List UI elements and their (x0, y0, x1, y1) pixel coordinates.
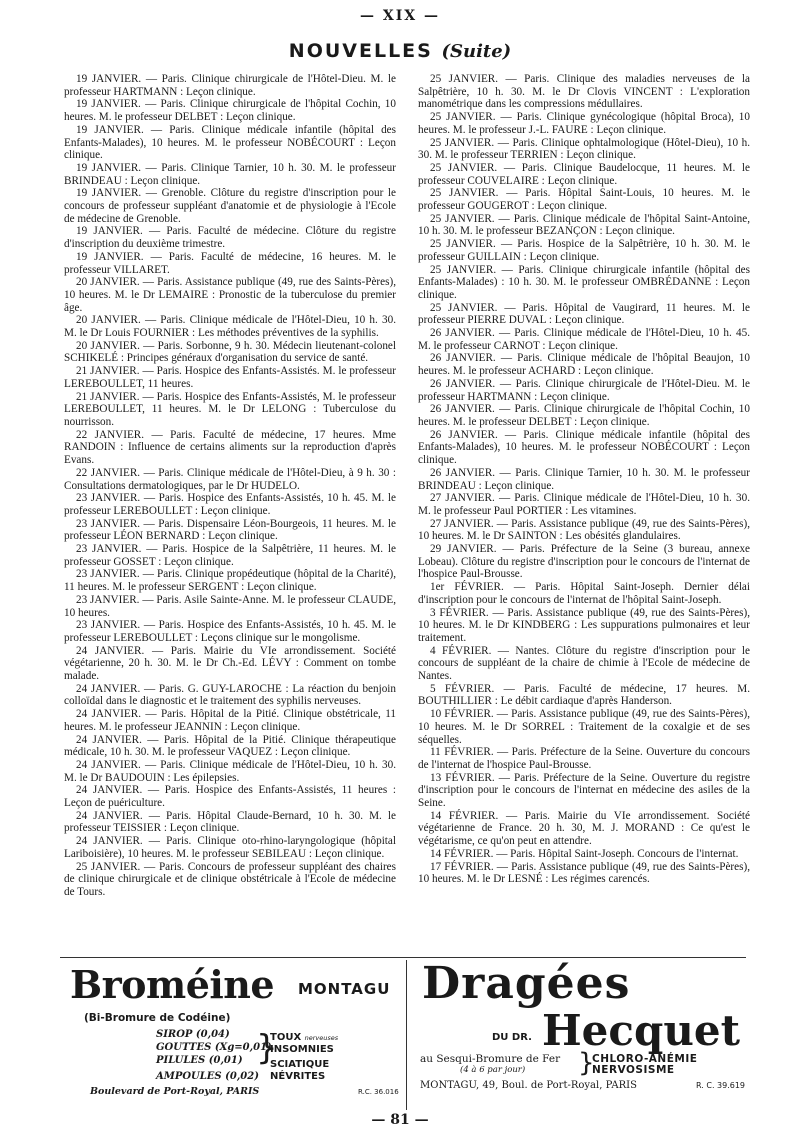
ad-divider-horizontal (60, 957, 746, 958)
news-item: 19 JANVIER. — Paris. Clinique Tarnier, 10 h. 30. M. le professeur BRINDEAU : Leçon clinique. (64, 161, 396, 187)
dragees-mark: R. C. 39.619 (696, 1081, 746, 1090)
news-item: 26 JANVIER. — Paris. Clinique chirurgicale de l'Hôtel-Dieu. M. le professeur HARTMANN : Leçon clinique. (418, 377, 750, 403)
bromeine-brand: Broméine (70, 962, 275, 1007)
news-item: 26 JANVIER. — Paris. Clinique médicale infantile (hôpital des Enfants-Malades), 10 heures. M. le professeur NOBÉCOURT : Leçon clinique. (418, 428, 750, 467)
ad-bromeine (70, 962, 400, 1107)
bromeine-subtitle: (Bi-Bromure de Codéine) (84, 1012, 231, 1024)
news-item: 22 JANVIER. — Paris. Faculté de médecine, 17 heures. Mme RANDOIN : Influence de certains aliments sur la reproduction d'après Evans. (64, 428, 396, 467)
dragees-prefix: DU DR. (492, 1032, 532, 1043)
news-item: 10 FÉVRIER. — Paris. Assistance publique (49, rue des Saints-Pères), 10 heures. M. le Dr SORREL : Traitement de la coxalgie et de ses séquelles. (418, 708, 750, 746)
news-item: 25 JANVIER. — Paris. Hôpital de Vaugirard, 11 heures. M. le professeur PIERRE DUVAL : Leçon clinique. (418, 301, 750, 327)
news-item: 23 JANVIER. — Paris. Hospice des Enfants-Assistés, 10 h. 45. M. le professeur LEREBOULLET : Leçon clinique. (64, 492, 396, 517)
news-item: 4 FÉVRIER. — Nantes. Clôture du registre d'inscription pour le concours de suppléant de la chaire de chimie à l'Ecole de médecine de Nantes. (418, 644, 750, 683)
news-item: 26 JANVIER. — Paris. Clinique médicale de l'Hôtel-Dieu, 10 h. 45. M. le professeur CARNOT : Leçon clinique. (418, 327, 750, 352)
news-item: 25 JANVIER. — Paris. Clinique ophtalmologique (Hôtel-Dieu), 10 h. 30. M. le professeur TERRIEN : Leçon clinique. (418, 136, 750, 162)
bromeine-maker: MONTAGU (298, 980, 391, 998)
news-item: 23 JANVIER. — Paris. Asile Sainte-Anne. M. le professeur CLAUDE, 10 heures. (64, 593, 396, 619)
news-item: 19 JANVIER. — Paris. Faculté de médecine, 16 heures. M. le professeur VILLARET. (64, 250, 396, 276)
news-item: 27 JANVIER. — Paris. Clinique médicale de l'Hôtel-Dieu, 10 h. 30. M. le professeur Paul PORTIER : Les vitamines. (418, 492, 750, 517)
news-item: 24 JANVIER. — Paris. Clinique médicale de l'Hôtel-Dieu, 10 h. 30. M. le Dr BAUDOUIN : Les épilepsies. (64, 758, 396, 784)
news-item: 27 JANVIER. — Paris. Assistance publique (49, rue des Saints-Pères), 10 heures. M. le Dr SAINTON : Les obésités glandulaires. (418, 517, 750, 543)
news-item: 1er FÉVRIER. — Paris. Hôpital Saint-Joseph. Dernier délai d'inscription pour le concours de l'internat de l'hôpital Saint-Joseph. (418, 581, 750, 606)
dragees-indication: CHLORO-ANÉMIE (592, 1053, 698, 1065)
dragees-address: MONTAGU, 49, Boul. de Port-Royal, PARIS (420, 1080, 637, 1091)
folio-roman: — XIX — (359, 8, 441, 24)
dragees-indications (592, 1054, 697, 1076)
bromeine-form: SIROP (0,04) (156, 1029, 230, 1040)
news-item: 24 JANVIER. — Paris. Hospice des Enfants-Assistés, 11 heures : Leçon de puériculture. (64, 784, 396, 810)
news-item: 17 FÉVRIER. — Paris. Assistance publique (49, rue des Saints-Pères), 10 heures. M. le Dr LESNÉ : Les régimes carencés. (418, 860, 750, 886)
news-item: 11 FÉVRIER. — Paris. Préfecture de la Seine. Ouverture du concours de l'internat de l'hospice Paul-Brousse. (418, 746, 750, 771)
news-item: 26 JANVIER. — Paris. Clinique médicale de l'hôpital Beaujon, 10 heures. M. le professeur ACHARD : Leçon clinique. (418, 352, 750, 378)
news-item: 25 JANVIER. — Paris. Clinique Baudelocque, 11 heures. M. le professeur COUVELAIRE : Leçon clinique. (418, 161, 750, 187)
bromeine-indication: INSOMNIES (270, 1044, 334, 1055)
dragees-dosage: (4 à 6 par jour) (460, 1065, 526, 1075)
left-column (64, 73, 396, 953)
news-item: 19 JANVIER. — Paris. Clinique chirurgicale de l'Hôtel-Dieu. M. le professeur HARTMANN : Leçon clinique. (64, 73, 396, 98)
news-item: 21 JANVIER. — Paris. Hospice des Enfants-Assistés. M. le professeur LEREBOULLET, 11 heures. (64, 365, 396, 390)
dragees-composition (420, 1054, 560, 1076)
news-item: 24 JANVIER. — Paris. Mairie du VIe arrondissement. Société végétarienne, 20 h. 30. M. le Dr Ch.-Ed. LÉVY : Comment on tombe malade. (64, 644, 396, 683)
news-item: 24 JANVIER. — Paris. Clinique oto-rhino-laryngologique (hôpital Lariboisière), 10 heures. M. le professeur SEBILEAU : Leçon clinique. (64, 835, 396, 860)
news-item: 23 JANVIER. — Paris. Clinique propédeutique (hôpital de la Charité), 11 heures. M. le professeur SERGENT : Leçon clinique. (64, 568, 396, 594)
dragees-brace: } (578, 1048, 595, 1078)
news-item: 19 JANVIER. — Grenoble. Clôture du registre d'inscription pour le concours de professeur suppléant d'anatomie et de physiologie à l'Ecole de médecine de Grenoble. (64, 187, 396, 225)
news-item: 26 JANVIER. — Paris. Clinique chirurgicale de l'hôpital Cochin, 10 heures. M. le professeur DELBET : Leçon clinique. (418, 403, 750, 428)
bromeine-indication: TOUX nerveuses (270, 1032, 339, 1043)
news-item: 19 JANVIER. — Paris. Clinique médicale infantile (hôpital des Enfants-Malades), 10 heures. M. le professeur NOBÉCOURT : Leçon clinique. (64, 123, 396, 162)
right-column (418, 73, 750, 953)
news-item: 24 JANVIER. — Paris. Hôpital de la Pitié. Clinique obstétricale, 11 heures. M. le professeur JEANNIN : Leçon clinique. (64, 708, 396, 733)
news-item: 24 JANVIER. — Paris. G. GUY-LAROCHE : La réaction du benjoin colloïdal dans le diagnostic et le traitement des syphilis nerveuses. (64, 682, 396, 708)
bromeine-form: AMPOULES (0,02) (156, 1071, 259, 1082)
news-item: 24 JANVIER. — Paris. Hôpital de la Pitié. Clinique thérapeutique médicale, 10 h. 30. M. le professeur VAQUEZ : Leçon clinique. (64, 733, 396, 759)
ad-dragees-hecquet (416, 958, 752, 1107)
bromeine-address: Boulevard de Port-Royal, PARIS (90, 1086, 260, 1097)
news-item: 25 JANVIER. — Paris. Clinique gynécologique (hôpital Broca), 10 heures. M. le professeur J.-L. FAURE : Leçon clinique. (418, 111, 750, 136)
news-item: 22 JANVIER. — Paris. Clinique médicale de l'Hôtel-Dieu, à 9 h. 30 : Consultations dermatologiques, par le Dr HUDELO. (64, 466, 396, 492)
news-item: 13 FÉVRIER. — Paris. Préfecture de la Seine. Ouverture du registre d'inscription pour le concours de l'internat en médecine des asiles de la Seine. (418, 771, 750, 810)
news-item: 25 JANVIER. — Paris. Hospice de la Salpêtrière, 10 h. 30. M. le professeur GUILLAIN : Leçon clinique. (418, 238, 750, 263)
bromeine-form: GOUTTES (Xg=0,01) (156, 1042, 272, 1053)
news-item: 24 JANVIER. — Paris. Hôpital Claude-Bernard, 10 h. 30. M. le professeur TEISSIER : Leçon clinique. (64, 809, 396, 835)
bromeine-mark: R.C. 36.016 (358, 1088, 399, 1096)
news-item: 23 JANVIER. — Paris. Dispensaire Léon-Bourgeois, 11 heures. M. le professeur LÉON BERNARD : Leçon clinique. (64, 517, 396, 543)
page-number: — 81 — (371, 1112, 429, 1128)
page-title (0, 40, 800, 62)
news-item: 29 JANVIER. — Paris. Préfecture de la Seine (3 bureau, annexe Lobeau). Clôture du registre d'inscription pour le concours de l'internat de l'hospice Paul-Brousse. (418, 543, 750, 581)
news-item: 25 JANVIER. — Paris. Clinique des maladies nerveuses de la Salpêtrière, 10 h. 30. M. le Dr Clovis VINCENT : L'exploration manométrique dans les compressions médullaires. (418, 73, 750, 111)
news-item: 25 JANVIER. — Paris. Clinique chirurgicale infantile (hôpital des Enfants-Malades) : 10 h. 30. M. le professeur OMBRÉDANNE : Leçon clinique. (418, 263, 750, 301)
bromeine-indication: NÉVRITES (270, 1071, 326, 1082)
news-item: 25 JANVIER. — Paris. Clinique médicale de l'hôpital Saint-Antoine, 10 h. 30. M. le professeur BEZANÇON : Leçon clinique. (418, 212, 750, 238)
news-item: 14 FÉVRIER. — Paris. Mairie du VIe arrondissement. Société végétarienne de France. 20 h. 30, M. J. MORAND : Ce qu'est le végétarisme, ce qu'on peut en attendre. (418, 809, 750, 848)
news-item: 14 FÉVRIER. — Paris. Hôpital Saint-Joseph. Concours de l'internat. (430, 847, 739, 860)
news-item: 25 JANVIER. — Paris. Concours de professeur suppléant des chaires de clinique chirurgicale et de clinique obstétricale à l'Ecole de médecine de Tours. (64, 860, 396, 898)
news-item: 26 JANVIER. — Paris. Clinique Tarnier, 10 h. 30. M. le professeur BRINDEAU : Leçon clinique. (418, 466, 750, 492)
news-item: 20 JANVIER. — Paris. Assistance publique (49, rue des Saints-Pères), 10 heures. M. le Dr LEMAIRE : Pronostic de la tuberculose du premier âge. (64, 276, 396, 314)
bromeine-forms (156, 1028, 272, 1083)
bromeine-indication: SCIATIQUE (270, 1059, 330, 1070)
news-item: 23 JANVIER. — Paris. Hospice des Enfants-Assistés, 10 h. 45. M. le professeur LEREBOULLET : Leçons clinique sur le mongolisme. (64, 619, 396, 644)
news-item: 5 FÉVRIER. — Paris. Faculté de médecine, 17 heures. M. BOUTHILLIER : Le débit cardiaque d'après Handerson. (418, 682, 750, 708)
news-item: 23 JANVIER. — Paris. Hospice de la Salpêtrière, 11 heures. M. le professeur GOSSET : Leçon clinique. (64, 543, 396, 568)
dragees-name: Hecquet (542, 1006, 741, 1055)
dragees-brand: Dragées (422, 958, 631, 1009)
news-item: 3 FÉVRIER. — Paris. Assistance publique (49, rue des Saints-Pères), 10 heures. M. le Dr KINDBERG : Les suppurations pulmonaires et leur traitement. (418, 606, 750, 644)
news-item: 20 JANVIER. — Paris. Clinique médicale de l'Hôtel-Dieu, 10 h. 30. M. le Dr Louis FOURNIER : Les méthodes préventives de la syphilis. (64, 314, 396, 340)
news-item: 25 JANVIER. — Paris. Hôpital Saint-Louis, 10 heures. M. le professeur GOUGEROT : Leçon clinique. (418, 187, 750, 213)
news-item: 21 JANVIER. — Paris. Hospice des Enfants-Assistés, M. le professeur LEREBOULLET, 11 heures. M. le Dr LELONG : Tuberculose du nourrisson. (64, 390, 396, 428)
news-item: 19 JANVIER. — Paris. Clinique chirurgicale de l'hôpital Cochin, 10 heures. M. le professeur DELBET : Leçon clinique. (64, 98, 396, 124)
bromeine-indications (270, 1032, 338, 1083)
news-item: 20 JANVIER. — Paris. Sorbonne, 9 h. 30. Médecin lieutenant-colonel SCHIKELÉ : Principes généraux d'organisation du service de santé. (64, 339, 396, 365)
page-title-suffix: (Suite) (441, 41, 512, 62)
dragees-composition-text: au Sesqui-Bromure de Fer (420, 1053, 561, 1065)
bromeine-form: PILULES (0,01) (156, 1055, 243, 1066)
page-title-main: NOUVELLES (288, 40, 433, 62)
dragees-indication: NERVOSISME (592, 1064, 675, 1076)
news-item: 19 JANVIER. — Paris. Faculté de médecine. Clôture du registre d'inscription du deuxième trimestre. (64, 225, 396, 251)
ad-divider-vertical (406, 960, 407, 1110)
bromeine-brace: } (256, 1028, 278, 1068)
